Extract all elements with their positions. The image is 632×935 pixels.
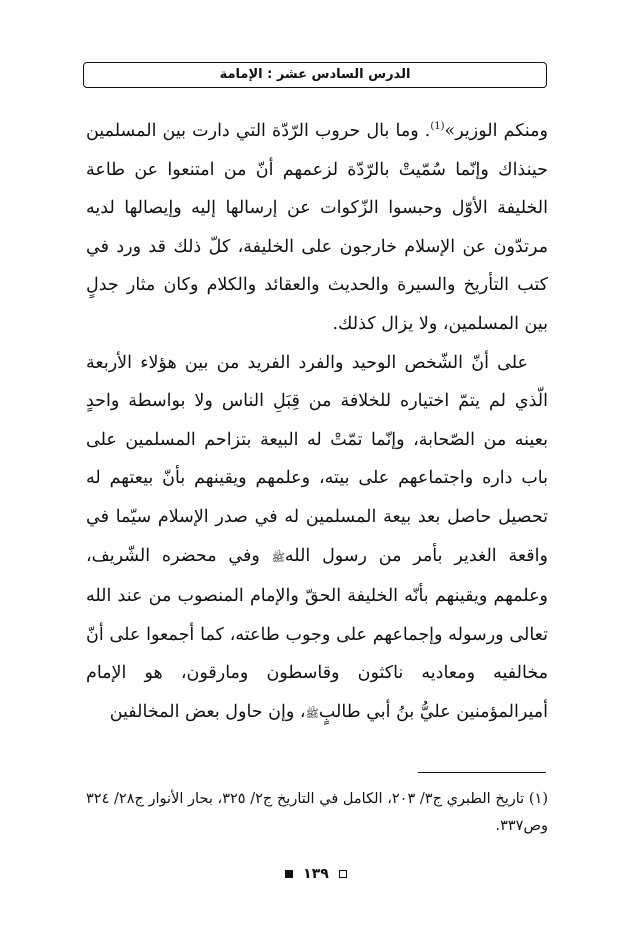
footnote-text: (١) تاريخ الطبري ج٣/ ٢٠٣، الكامل في التاريخ ج٢/ ٣٢٥، بحار الأنوار ج٢٨/ ٣٢٤ وص٣٣٧.	[86, 791, 548, 834]
filled-square-icon	[285, 870, 293, 878]
honorific-symbol: ﷺ	[271, 550, 285, 564]
paragraph-1-start: ومنكم الوزير»	[444, 121, 549, 141]
paragraph-2-middle: وفي محضره الشّريف، وعلمهم ويقينهم بأنّه الخليفة الحقّ والإمام المنصوب من عند الله تعالى ورسوله وإجماعهم على وجوب طاعته، كما أجمعوا على أنّ مخالفيه ومعاديه ناكثون وقاسطون ومارقون، هو الإمام أميرالمؤمنين عليُّ بنُ أبي طالبٍ	[86, 545, 548, 722]
paragraph-1	[86, 112, 548, 344]
footnote-divider	[418, 772, 546, 773]
footnote-reference[interactable]: (1)	[430, 121, 445, 133]
honorific-symbol: ﷺ	[305, 706, 319, 720]
chapter-title: الدرس السادس عشر : الإمامة	[219, 67, 411, 82]
page-footer	[0, 866, 632, 882]
page-number: ١٣٩	[303, 866, 329, 882]
chapter-header	[83, 62, 547, 88]
paragraph-2-start: على أنّ الشّخص الوحيد والفرد الفريد من بين هؤلاء الأربعة الّذي لم يتمّ اختياره للخلافة من قِبَلِ الناس ولا بواسطة واحدٍ بعينه من الصّحابة، وإنّما تمّتْ له البيعة بتزاحم المسلمين على باب داره واجتماعهم على بيته، وعلمهم ويقينهم بأنّ بيعتهم له تحصيل حاصل بعد بيعة المسلمين له في صدر الإسلام سيّما في واقعة الغدير بأمر من رسول الله	[86, 352, 548, 566]
main-text	[86, 112, 548, 734]
empty-square-icon	[339, 870, 347, 878]
paragraph-2	[86, 344, 548, 734]
paragraph-1-rest: . وما بال حروب الرّدّة التي دارت بين المسلمين حينذاك وإنّما سُمّيتْ بالرّدّة لزعمهم أنّ من امتنعوا عن طاعة الخليفة الأوّل وحبسوا الزّكوات عن إرسالها إليه وإيصالها لديه مرتدّون عن الإسلام خارجون على الخليفة، كلّ ذلك قد ورد في كتب التأريخ والسيرة والحديث والعقائد والكلام وكان مثار جدلٍ بين المسلمين، ولا يزال كذلك.	[86, 121, 548, 334]
paragraph-2-end: ، وإن حاول بعض المخالفين	[109, 701, 306, 722]
footnote	[86, 786, 548, 840]
